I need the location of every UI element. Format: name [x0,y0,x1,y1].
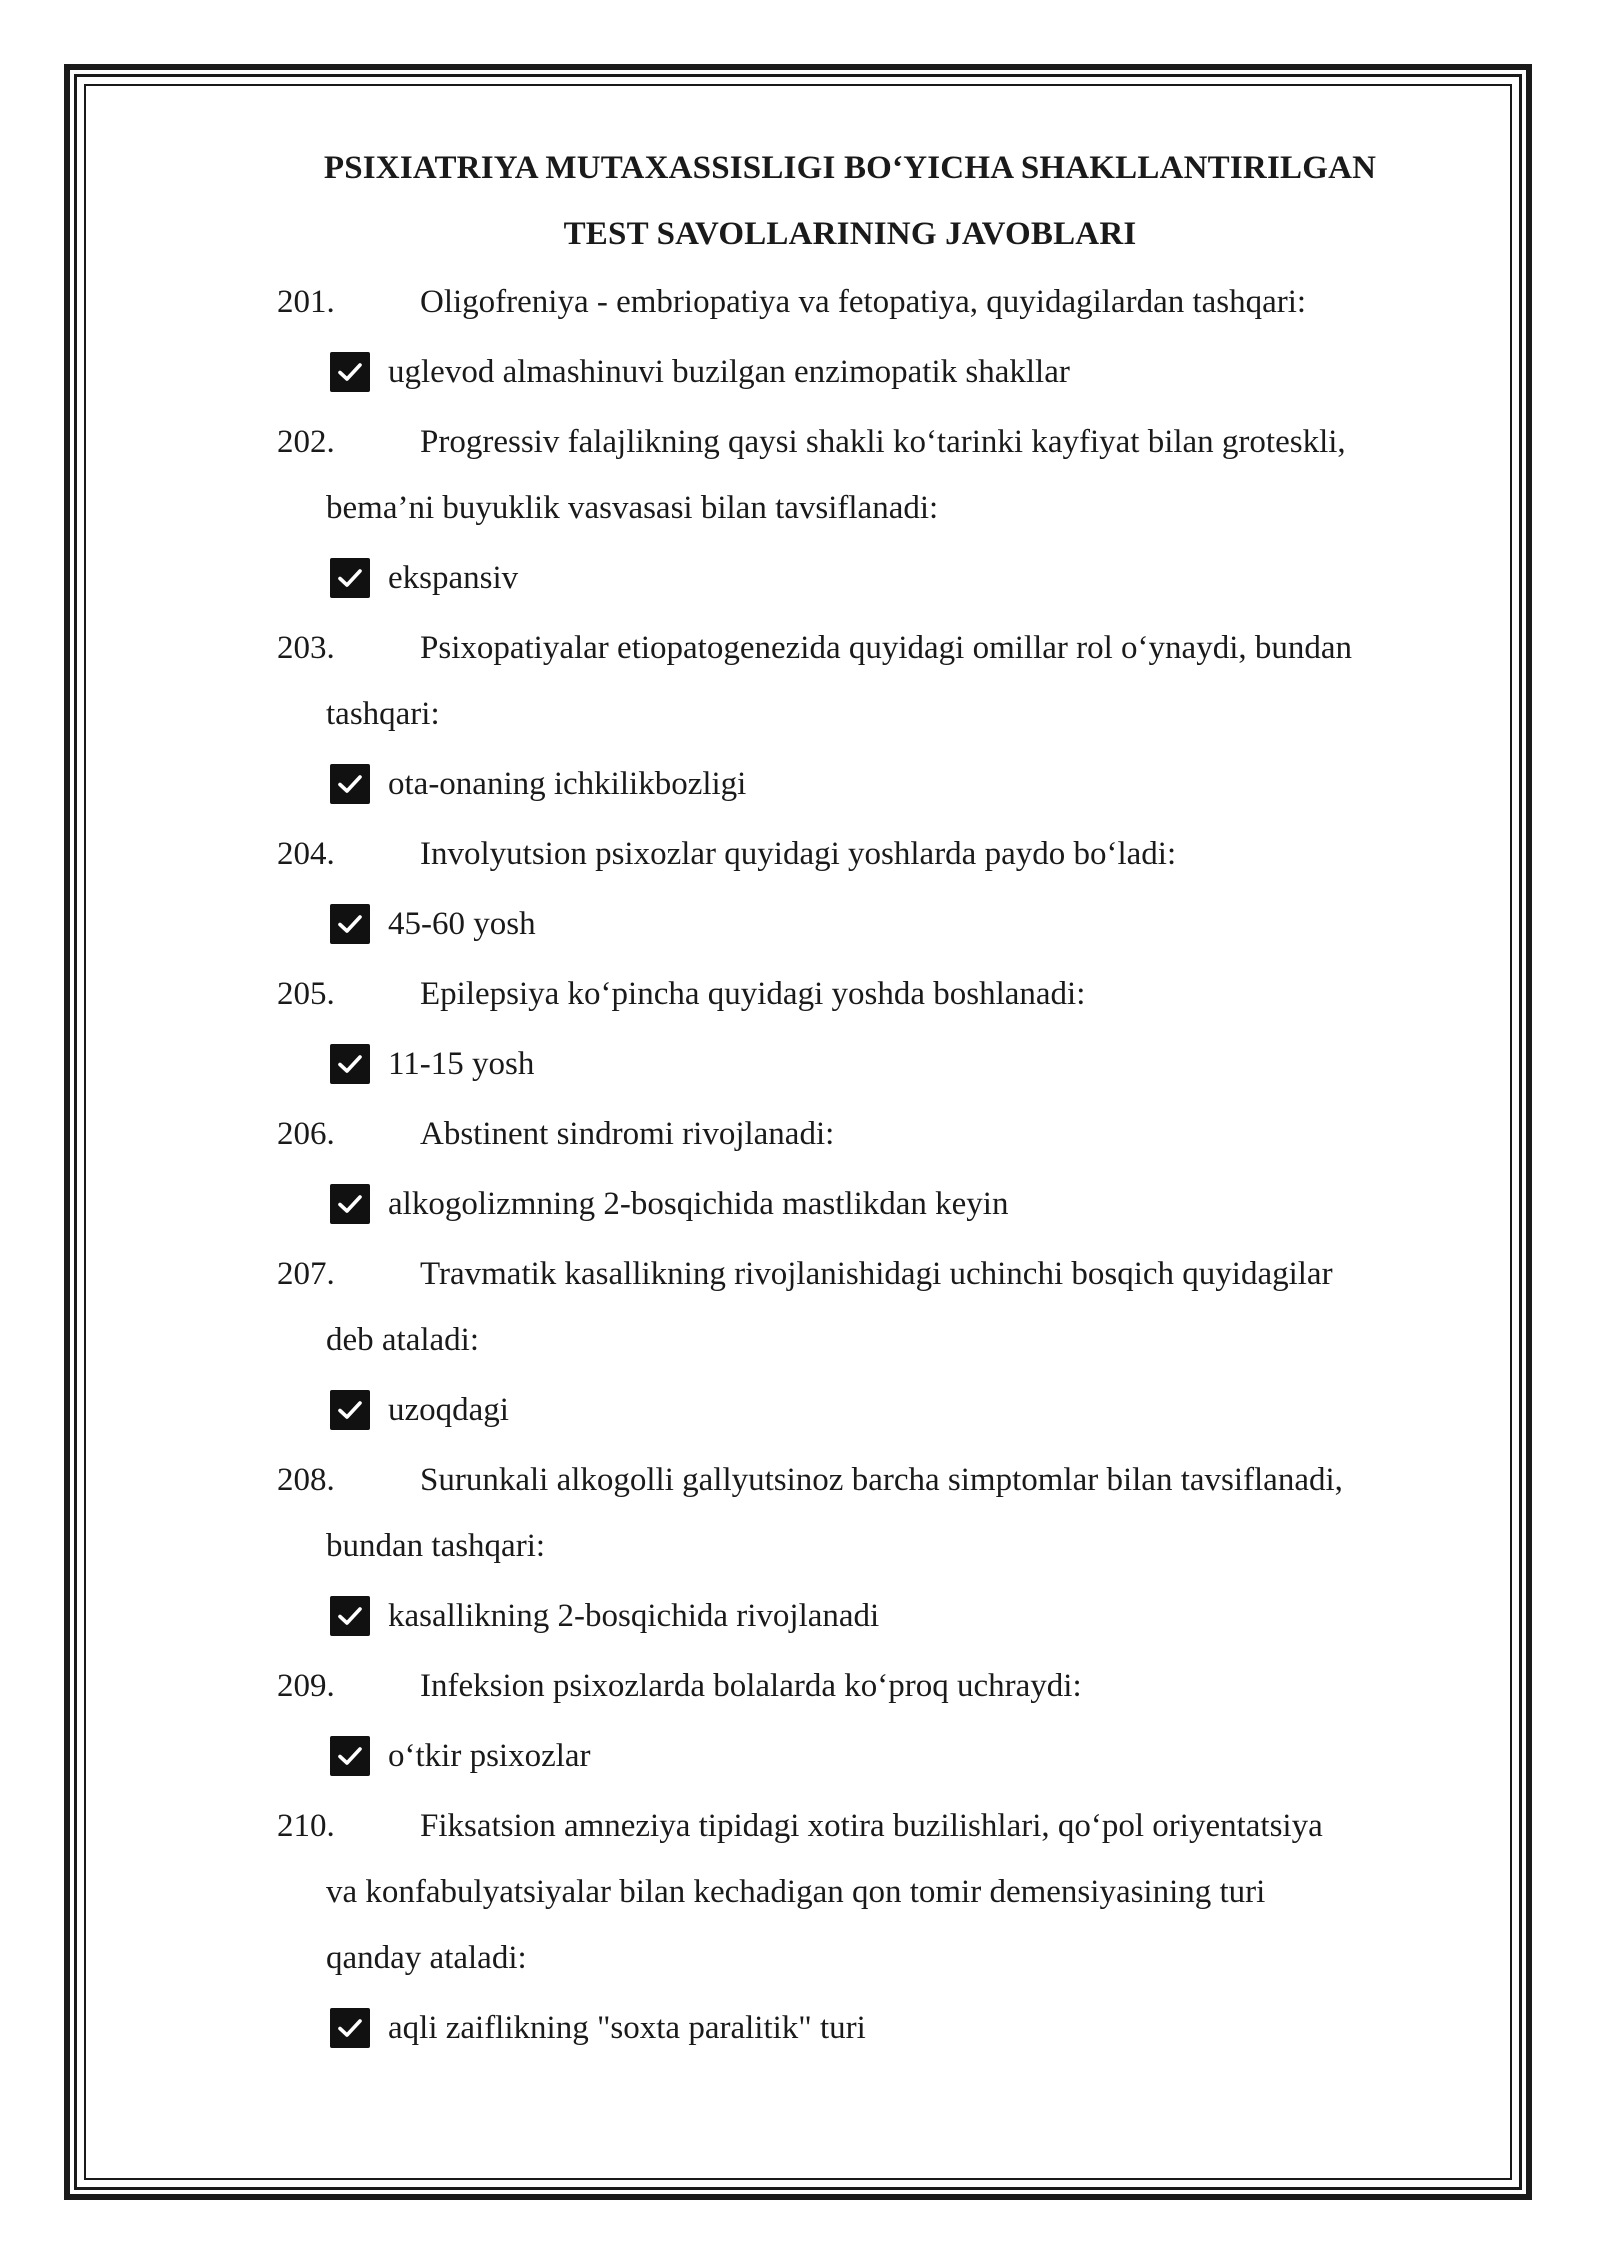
answer-text: ekspansiv [388,559,519,596]
document-title-line-1: PSIXIATRIYA MUTAXASSISLIGI BO‘YICHA SHAKLLANTIRILGAN [323,150,1377,186]
question-text: Epilepsiya ko‘pincha quyidagi yoshda boshlanadi: [420,976,1086,1012]
question-number: 204. [277,836,335,872]
document-title-line-2: TEST SAVOLLARINING JAVOBLARI [563,216,1137,252]
question-text: Infeksion psixozlarda bolalarda ko‘proq uchraydi: [420,1668,1082,1704]
question-number: 209. [277,1668,335,1704]
question-number: 210. [277,1808,335,1844]
answer-row [330,1042,534,1086]
question-number: 208. [277,1462,335,1498]
answer-row [330,2006,866,2050]
question-text: bema’ni buyuklik vasvasasi bilan tavsiflanadi: [326,490,939,526]
answer-row [330,350,1070,394]
question-text: qanday ataladi: [326,1940,527,1976]
question-text: Progressiv falajlikning qaysi shakli ko‘tarinki kayfiyat bilan groteskli, [420,424,1346,460]
answer-text: alkogolizmning 2-bosqichida mastlikdan keyin [388,1185,1009,1222]
question-number: 205. [277,976,335,1012]
question-text: Psixopatiyalar etiopatogenezida quyidagi omillar rol o‘ynaydi, bundan [420,630,1353,666]
answer-row [330,1182,1008,1226]
checkbox-checked-icon [330,558,370,598]
question-text: bundan tashqari: [326,1528,546,1564]
checkbox-checked-icon [330,1184,370,1224]
question-text: va konfabulyatsiyalar bilan kechadigan qon tomir demensiyasining turi [326,1874,1266,1910]
checkbox-checked-icon [330,1390,370,1430]
question-number: 201. [277,284,335,320]
answer-row [330,1388,509,1432]
answer-row [330,556,518,600]
question-text: Involyutsion psixozlar quyidagi yoshlarda paydo bo‘ladi: [420,836,1177,872]
question-text: Abstinent sindromi rivojlanadi: [420,1116,835,1152]
answer-row [330,1734,591,1778]
answer-text: ota-onaning ichkilikbozligi [388,765,747,802]
answer-text: aqli zaiflikning "soxta paralitik" turi [388,2009,866,2046]
checkbox-checked-icon [330,904,370,944]
question-number: 203. [277,630,335,666]
question-text: Fiksatsion amneziya tipidagi xotira buzilishlari, qo‘pol oriyentatsiya [420,1808,1323,1844]
question-text: tashqari: [326,696,440,732]
question-text: Oligofreniya - embriopatiya va fetopatiya, quyidagilardan tashqari: [420,284,1307,320]
checkbox-checked-icon [330,1044,370,1084]
answer-text: 11-15 yosh [388,1045,535,1082]
checkbox-checked-icon [330,1736,370,1776]
question-number: 206. [277,1116,335,1152]
answer-text: o‘tkir psixozlar [388,1737,591,1774]
question-number: 202. [277,424,335,460]
checkbox-checked-icon [330,1596,370,1636]
answer-text: uglevod almashinuvi buzilgan enzimopatik shakllar [388,353,1070,390]
answer-row [330,762,746,806]
question-text: Surunkali alkogolli gallyutsinoz barcha simptomlar bilan tavsiflanadi, [420,1462,1343,1498]
checkbox-checked-icon [330,764,370,804]
answer-row [330,902,536,946]
question-number: 207. [277,1256,335,1292]
answer-text: uzoqdagi [388,1391,509,1428]
answer-text: 45-60 yosh [388,905,536,942]
question-text: deb ataladi: [326,1322,480,1358]
question-text: Travmatik kasallikning rivojlanishidagi uchinchi bosqich quyidagilar [420,1256,1333,1292]
checkbox-checked-icon [330,352,370,392]
answer-text: kasallikning 2-bosqichida rivojlanadi [388,1597,880,1634]
checkbox-checked-icon [330,2008,370,2048]
answer-row [330,1594,879,1638]
